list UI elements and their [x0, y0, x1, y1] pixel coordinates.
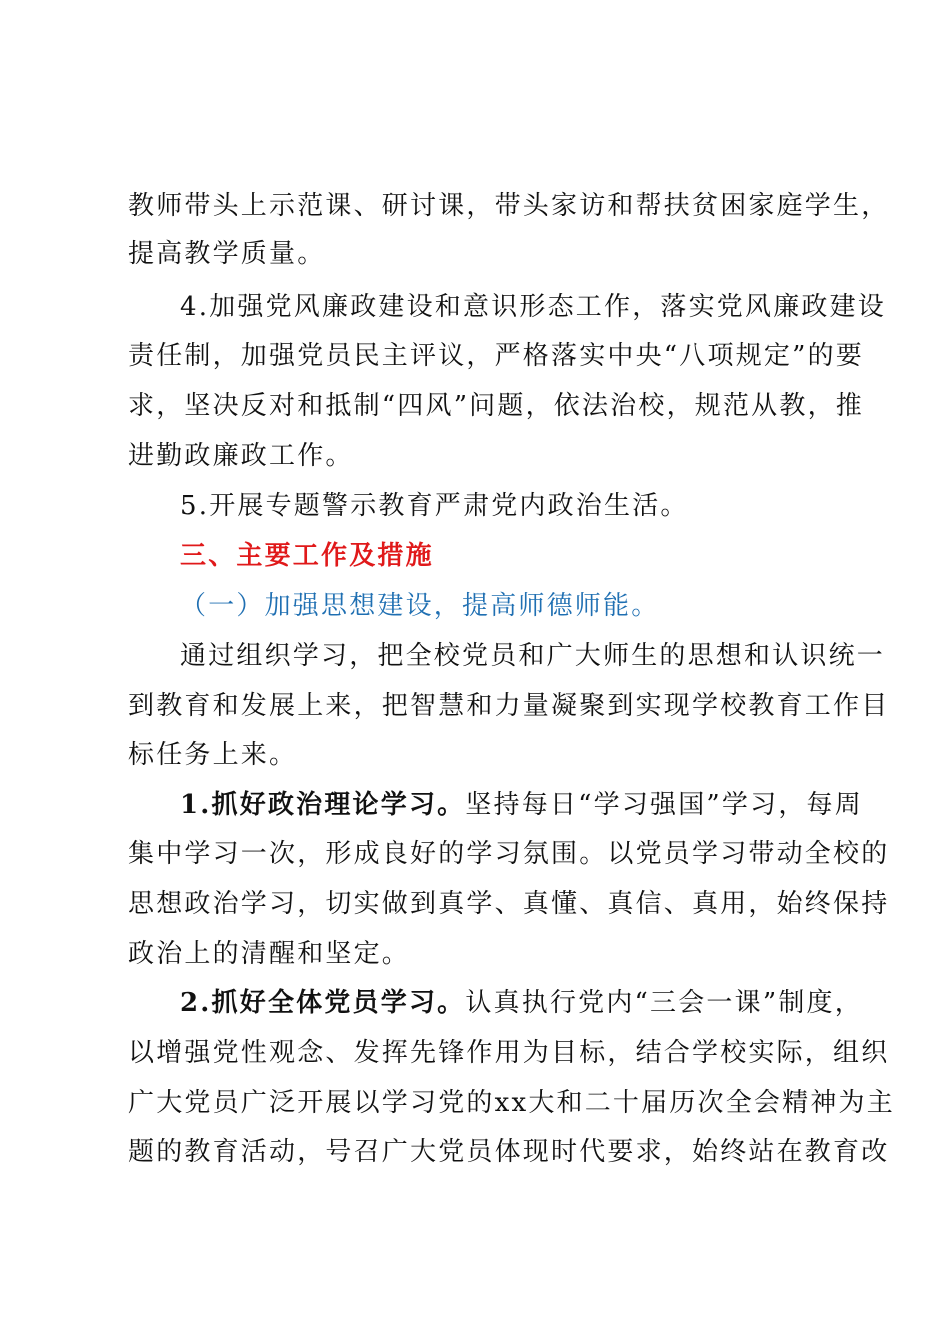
paragraph-line: 广大党员广泛开展以学习党的xx大和二十届历次全会精神为主 [128, 1088, 895, 1118]
bold-lead: 2.抓好全体党员学习。 [180, 988, 466, 1018]
bold-lead: 1.抓好政治理论学习。 [180, 790, 466, 820]
paragraph-line: 责任制，加强党员民主评议，严格落实中央“八项规定”的要 [128, 341, 864, 371]
paragraph-line: 标任务上来。 [128, 740, 298, 770]
paragraph-line: 题的教育活动，号召广大党员体现时代要求，始终站在教育改 [128, 1137, 890, 1167]
paragraph-line: 以增强党性观念、发挥先锋作用为目标，结合学校实际，组织 [128, 1038, 890, 1068]
list-item-4: 4.加强党风廉政建设和意识形态工作，落实党风廉政建设 [180, 292, 887, 322]
paragraph-line: 提高教学质量。 [128, 239, 326, 269]
paragraph-line: 到教育和发展上来，把智慧和力量凝聚到实现学校教育工作目 [128, 691, 890, 721]
paragraph-line: 政治上的清醒和坚定。 [128, 939, 411, 969]
paragraph-text: 认真执行党内“三会一课”制度， [465, 988, 863, 1018]
paragraph-line: 通过组织学习，把全校党员和广大师生的思想和认识统一 [180, 641, 886, 671]
paragraph-line: 进勤政廉政工作。 [128, 441, 354, 471]
paragraph-line: 集中学习一次，形成良好的学习氛围。以党员学习带动全校的 [128, 839, 890, 869]
paragraph-line: 思想政治学习，切实做到真学、真懂、真信、真用，始终保持 [128, 889, 890, 919]
paragraph-line: 求，坚决反对和抵制“四风”问题，依法治校，规范从教，推 [128, 391, 864, 421]
paragraph-text: 坚持每日“学习强国”学习，每周 [465, 790, 863, 820]
paragraph-line: 教师带头上示范课、研讨课，带头家访和帮扶贫困家庭学生， [128, 191, 890, 221]
numbered-paragraph-1 [180, 779, 950, 831]
numbered-paragraph-2 [180, 977, 950, 1029]
subsection-heading: （一）加强思想建设，提高师德师能。 [180, 591, 660, 621]
list-item-5: 5.开展专题警示教育严肃党内政治生活。 [180, 491, 689, 521]
section-heading: 三、主要工作及措施 [180, 541, 434, 571]
